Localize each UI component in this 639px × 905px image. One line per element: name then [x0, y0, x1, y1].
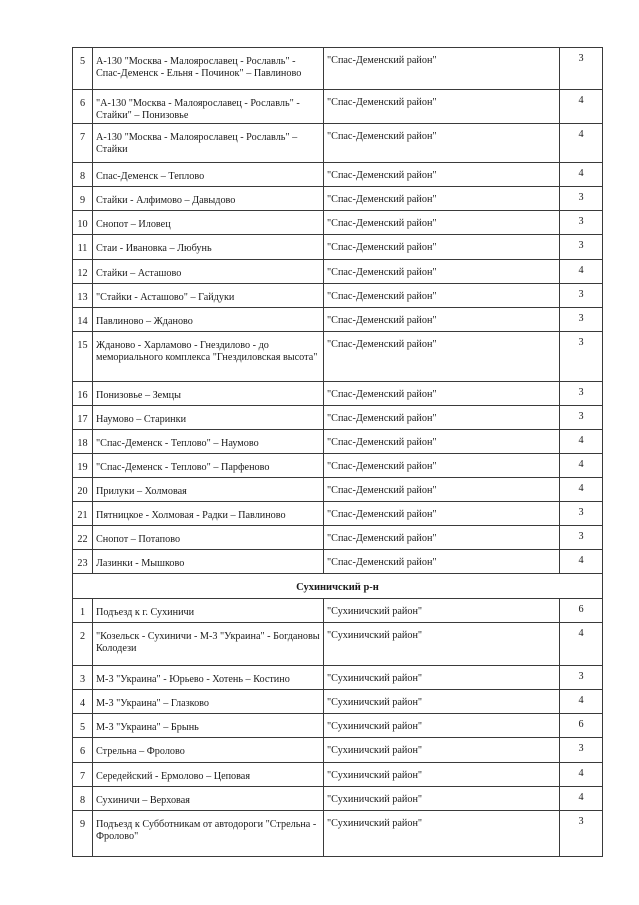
- row-number: 3: [73, 666, 93, 690]
- road-name: Подъезд к г. Сухиничи: [93, 599, 324, 623]
- section-title: Сухиничский р-н: [73, 574, 603, 599]
- table-row: [73, 666, 603, 690]
- district-name: "Сухиничский район": [324, 738, 560, 763]
- road-category: 3: [560, 211, 603, 235]
- table-row: [73, 430, 603, 454]
- road-category: 3: [560, 406, 603, 430]
- road-category: 3: [560, 284, 603, 308]
- road-category: 4: [560, 787, 603, 811]
- district-name: "Спас-Деменский район": [324, 406, 560, 430]
- table-row: [73, 235, 603, 260]
- district-name: "Спас-Деменский район": [324, 454, 560, 478]
- table-row: [73, 763, 603, 787]
- road-name: Понизовье – Земцы: [93, 382, 324, 406]
- road-category: 4: [560, 163, 603, 187]
- table-row: [73, 478, 603, 502]
- row-number: 20: [73, 478, 93, 502]
- district-name: "Спас-Деменский район": [324, 430, 560, 454]
- table-row: [73, 714, 603, 738]
- road-category: 3: [560, 308, 603, 332]
- row-number: 13: [73, 284, 93, 308]
- road-name: Снопот – Иловец: [93, 211, 324, 235]
- table-row: [73, 599, 603, 623]
- row-number: 2: [73, 623, 93, 666]
- table-row: [73, 211, 603, 235]
- road-name: Пятницкое - Холмовая - Радки – Павлиново: [93, 502, 324, 526]
- road-category: 3: [560, 48, 603, 90]
- row-number: 6: [73, 90, 93, 124]
- road-name: "Стайки - Асташово" – Гайдуки: [93, 284, 324, 308]
- district-name: "Спас-Деменский район": [324, 284, 560, 308]
- road-category: 3: [560, 666, 603, 690]
- road-category: 4: [560, 90, 603, 124]
- road-name: Подъезд к Субботникам от автодороги "Стрельна - Фролово": [93, 811, 324, 857]
- road-category: 3: [560, 235, 603, 260]
- district-name: "Спас-Деменский район": [324, 526, 560, 550]
- road-category: 4: [560, 763, 603, 787]
- table-row: [73, 48, 603, 90]
- road-name: Прилуки – Холмовая: [93, 478, 324, 502]
- road-name: Снопот – Потапово: [93, 526, 324, 550]
- road-name: М-3 "Украина" - Юрьево - Хотень – Костино: [93, 666, 324, 690]
- district-name: "Спас-Деменский район": [324, 308, 560, 332]
- district-name: "Спас-Деменский район": [324, 163, 560, 187]
- row-number: 4: [73, 690, 93, 714]
- table-row: [73, 284, 603, 308]
- table-row: [73, 811, 603, 857]
- row-number: 7: [73, 763, 93, 787]
- road-category: 4: [560, 260, 603, 284]
- road-name: М-3 "Украина" – Глазково: [93, 690, 324, 714]
- table-row: [73, 124, 603, 163]
- row-number: 12: [73, 260, 93, 284]
- road-category: 4: [560, 454, 603, 478]
- road-category: 3: [560, 738, 603, 763]
- road-category: 6: [560, 599, 603, 623]
- row-number: 14: [73, 308, 93, 332]
- road-name: Жданово - Харламово - Гнездилово - до мемориального комплекса "Гнездиловская высота": [93, 332, 324, 382]
- road-category: 3: [560, 382, 603, 406]
- table-row: [73, 406, 603, 430]
- road-name: М-3 "Украина" – Брынь: [93, 714, 324, 738]
- row-number: 6: [73, 738, 93, 763]
- road-category: 3: [560, 332, 603, 382]
- row-number: 8: [73, 163, 93, 187]
- district-name: "Спас-Деменский район": [324, 260, 560, 284]
- district-name: "Сухиничский район": [324, 599, 560, 623]
- road-name: Павлиново – Жданово: [93, 308, 324, 332]
- row-number: 8: [73, 787, 93, 811]
- district-name: "Спас-Деменский район": [324, 90, 560, 124]
- row-number: 21: [73, 502, 93, 526]
- district-name: "Спас-Деменский район": [324, 550, 560, 574]
- table-row: [73, 738, 603, 763]
- district-name: "Сухиничский район": [324, 623, 560, 666]
- road-category: 4: [560, 690, 603, 714]
- roads-table-body: [73, 48, 603, 857]
- table-row: [73, 260, 603, 284]
- table-row: [73, 454, 603, 478]
- road-name: Стрельна – Фролово: [93, 738, 324, 763]
- road-category: 3: [560, 187, 603, 211]
- road-category: 4: [560, 550, 603, 574]
- row-number: 19: [73, 454, 93, 478]
- district-name: "Сухиничский район": [324, 690, 560, 714]
- road-name: Наумово – Старинки: [93, 406, 324, 430]
- table-row: [73, 526, 603, 550]
- road-name: "А-130 "Москва - Малоярославец - Рославль" - Стайки" – Понизовье: [93, 90, 324, 124]
- table-row: [73, 550, 603, 574]
- district-name: "Спас-Деменский район": [324, 187, 560, 211]
- road-category: 6: [560, 714, 603, 738]
- district-name: "Спас-Деменский район": [324, 124, 560, 163]
- district-name: "Спас-Деменский район": [324, 332, 560, 382]
- table-row: [73, 502, 603, 526]
- document-page: [72, 47, 602, 857]
- row-number: 11: [73, 235, 93, 260]
- road-name: Спас-Деменск – Теплово: [93, 163, 324, 187]
- roads-table: [72, 47, 603, 857]
- district-name: "Спас-Деменский район": [324, 478, 560, 502]
- row-number: 17: [73, 406, 93, 430]
- row-number: 18: [73, 430, 93, 454]
- district-name: "Сухиничский район": [324, 787, 560, 811]
- table-row: [73, 187, 603, 211]
- section-header-row: [73, 574, 603, 599]
- district-name: "Спас-Деменский район": [324, 502, 560, 526]
- road-category: 4: [560, 623, 603, 666]
- row-number: 22: [73, 526, 93, 550]
- road-category: 4: [560, 430, 603, 454]
- row-number: 5: [73, 48, 93, 90]
- table-row: [73, 623, 603, 666]
- district-name: "Спас-Деменский район": [324, 382, 560, 406]
- row-number: 9: [73, 187, 93, 211]
- row-number: 23: [73, 550, 93, 574]
- row-number: 10: [73, 211, 93, 235]
- road-name: Середейский - Ермолово – Цеповая: [93, 763, 324, 787]
- district-name: "Сухиничский район": [324, 763, 560, 787]
- road-name: Лазинки - Мышково: [93, 550, 324, 574]
- row-number: 7: [73, 124, 93, 163]
- row-number: 5: [73, 714, 93, 738]
- table-row: [73, 308, 603, 332]
- table-row: [73, 787, 603, 811]
- table-row: [73, 382, 603, 406]
- district-name: "Сухиничский район": [324, 714, 560, 738]
- district-name: "Сухиничский район": [324, 811, 560, 857]
- road-name: Стаи - Ивановка – Любунь: [93, 235, 324, 260]
- road-name: Стайки – Асташово: [93, 260, 324, 284]
- road-name: А-130 "Москва - Малоярославец - Рославль" – Стайки: [93, 124, 324, 163]
- road-name: А-130 "Москва - Малоярославец - Рославль" - Спас-Деменск - Ельня - Починок" – Павлиново: [93, 48, 324, 90]
- table-row: [73, 90, 603, 124]
- district-name: "Спас-Деменский район": [324, 48, 560, 90]
- road-category: 4: [560, 478, 603, 502]
- table-row: [73, 690, 603, 714]
- row-number: 1: [73, 599, 93, 623]
- road-name: "Спас-Деменск - Теплово" – Наумово: [93, 430, 324, 454]
- district-name: "Сухиничский район": [324, 666, 560, 690]
- district-name: "Спас-Деменский район": [324, 235, 560, 260]
- road-name: "Козельск - Сухиничи - М-3 "Украина" - Богдановы Колодези: [93, 623, 324, 666]
- row-number: 15: [73, 332, 93, 382]
- row-number: 9: [73, 811, 93, 857]
- road-name: "Спас-Деменск - Теплово" – Парфеново: [93, 454, 324, 478]
- district-name: "Спас-Деменский район": [324, 211, 560, 235]
- row-number: 16: [73, 382, 93, 406]
- road-category: 3: [560, 526, 603, 550]
- road-category: 3: [560, 811, 603, 857]
- table-row: [73, 163, 603, 187]
- table-row: [73, 332, 603, 382]
- road-category: 4: [560, 124, 603, 163]
- road-name: Сухиничи – Верховая: [93, 787, 324, 811]
- road-category: 3: [560, 502, 603, 526]
- road-name: Стайки - Алфимово – Давыдово: [93, 187, 324, 211]
